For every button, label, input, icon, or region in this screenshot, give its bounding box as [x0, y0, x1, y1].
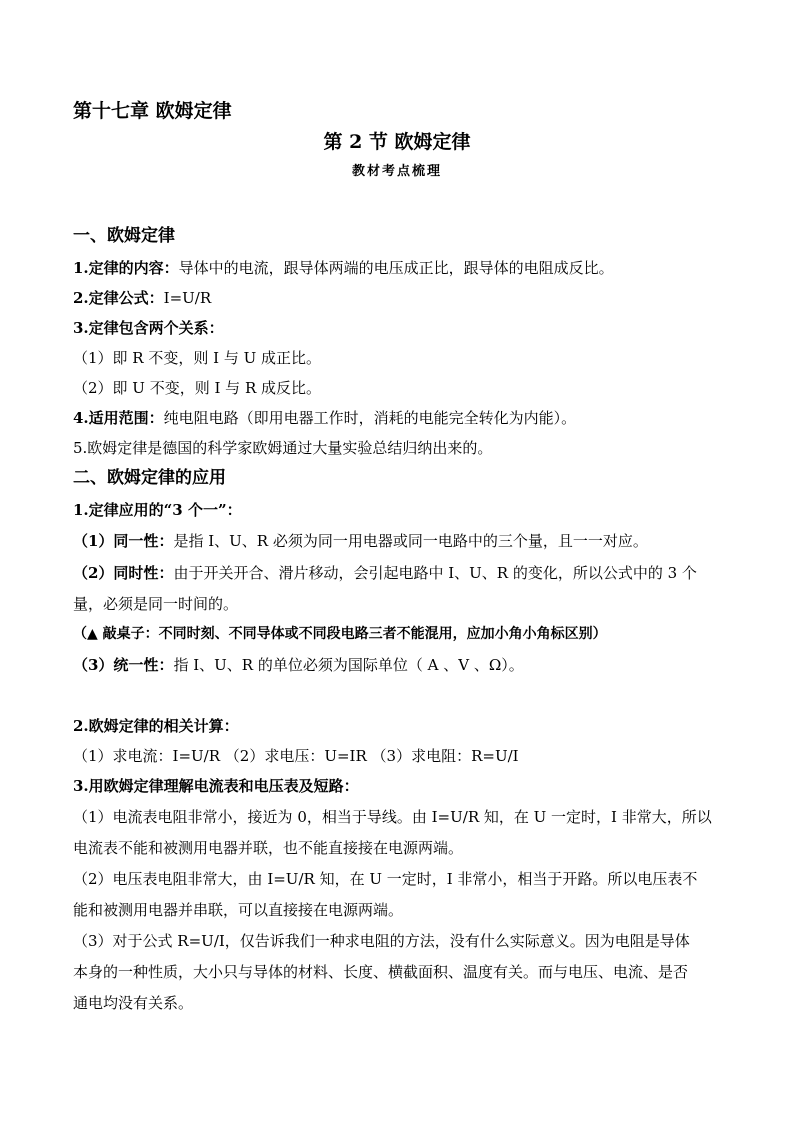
- point-text: 指 I、U、R 的单位必须为国际单位（ A 、V 、Ω）。: [173, 656, 524, 674]
- item-label: 2.定律公式：: [73, 289, 164, 307]
- point-label: （2）同时性：: [73, 564, 174, 582]
- part2-s2-line2: 能和被测用电器并串联，可以直接接在电源两端。: [73, 901, 404, 919]
- part2-heading: 二、欧姆定律的应用: [73, 468, 226, 488]
- part1-item3-sub2: （2）即 U 不变，则 I 与 R 成反比。: [73, 379, 322, 397]
- item-label: 1.定律的内容：: [73, 259, 179, 277]
- part2-s3-line3: 通电均没有关系。: [73, 994, 194, 1012]
- point-label: （3）统一性：: [73, 656, 174, 674]
- part1-item4: [73, 408, 734, 428]
- part2-point2-cont: 量，必须是同一时间的。: [73, 595, 239, 613]
- part1-item3-sub1: （1）即 R 不变，则 I 与 U 成正比。: [73, 349, 322, 367]
- part2-s2-line1: （2）电压表电阻非常大，由 I=U/R 知，在 U 一定时，I 非常小，相当于开路。所以电压表不: [73, 870, 698, 888]
- part2-point1: [73, 531, 734, 551]
- part1-heading: 一、欧姆定律: [73, 226, 175, 246]
- item-text: 纯电阻电路（即用电器工作时，消耗的电能完全转化为内能）。: [163, 409, 577, 427]
- part2-point3: [73, 655, 734, 675]
- part2-point2: [73, 563, 734, 583]
- item-label: 4.适用范围：: [73, 409, 164, 427]
- point-label: （1）同一性：: [73, 532, 174, 550]
- part1-item1: [73, 258, 734, 278]
- point-text: 由于开关开合、滑片移动，会引起电路中 I、U、R 的变化，所以公式中的 3 个: [173, 564, 697, 582]
- chapter-title: 第十七章 欧姆定律: [73, 100, 232, 122]
- part2-item2-formulas: （1）求电流：I=U/R （2）求电压：U=IR （3）求电阻：R=U/I: [73, 747, 519, 765]
- part1-item5: 5.欧姆定律是德国的科学家欧姆通过大量实验总结归纳出来的。: [73, 439, 493, 457]
- item-text: I=U/R: [163, 289, 212, 307]
- item-text: 导体中的电流，跟导体两端的电压成正比，跟导体的电阻成反比。: [178, 259, 614, 277]
- part2-s3-line2: 本身的一种性质，大小只与导体的材料、长度、横截面积、温度有关。而与电压、电流、是否: [73, 963, 689, 981]
- part1-item3: 3.定律包含两个关系：: [73, 319, 224, 337]
- part1-item2: [73, 288, 734, 308]
- section-title: 第 2 节 欧姆定律: [323, 131, 471, 153]
- part2-s1-line2: 电流表不能和被测用电器并联，也不能直接接在电源两端。: [73, 839, 464, 857]
- part2-item1: 1.定律应用的“3 个一”：: [73, 501, 242, 519]
- subtitle: 教材考点梳理: [351, 164, 442, 179]
- part2-item2: 2.欧姆定律的相关计算：: [73, 717, 239, 735]
- part2-s1-line1: （1）电流表电阻非常小，接近为 0，相当于导线。由 I=U/R 知，在 U 一定时，I 非常大，所以: [73, 808, 712, 826]
- point-text: 是指 I、U、R 必须为同一用电器或同一电路中的三个量，且一一对应。: [173, 532, 648, 550]
- part2-note: （▲ 敲桌子：不同时刻、不同导体或不同段电路三者不能混用，应加小角小角标区别）: [73, 626, 607, 642]
- part2-item3: 3.用欧姆定律理解电流表和电压表及短路：: [73, 777, 359, 795]
- part2-s3-line1: （3）对于公式 R=U/I，仅告诉我们一种求电阻的方法，没有什么实际意义。因为电阻是导体: [73, 932, 690, 950]
